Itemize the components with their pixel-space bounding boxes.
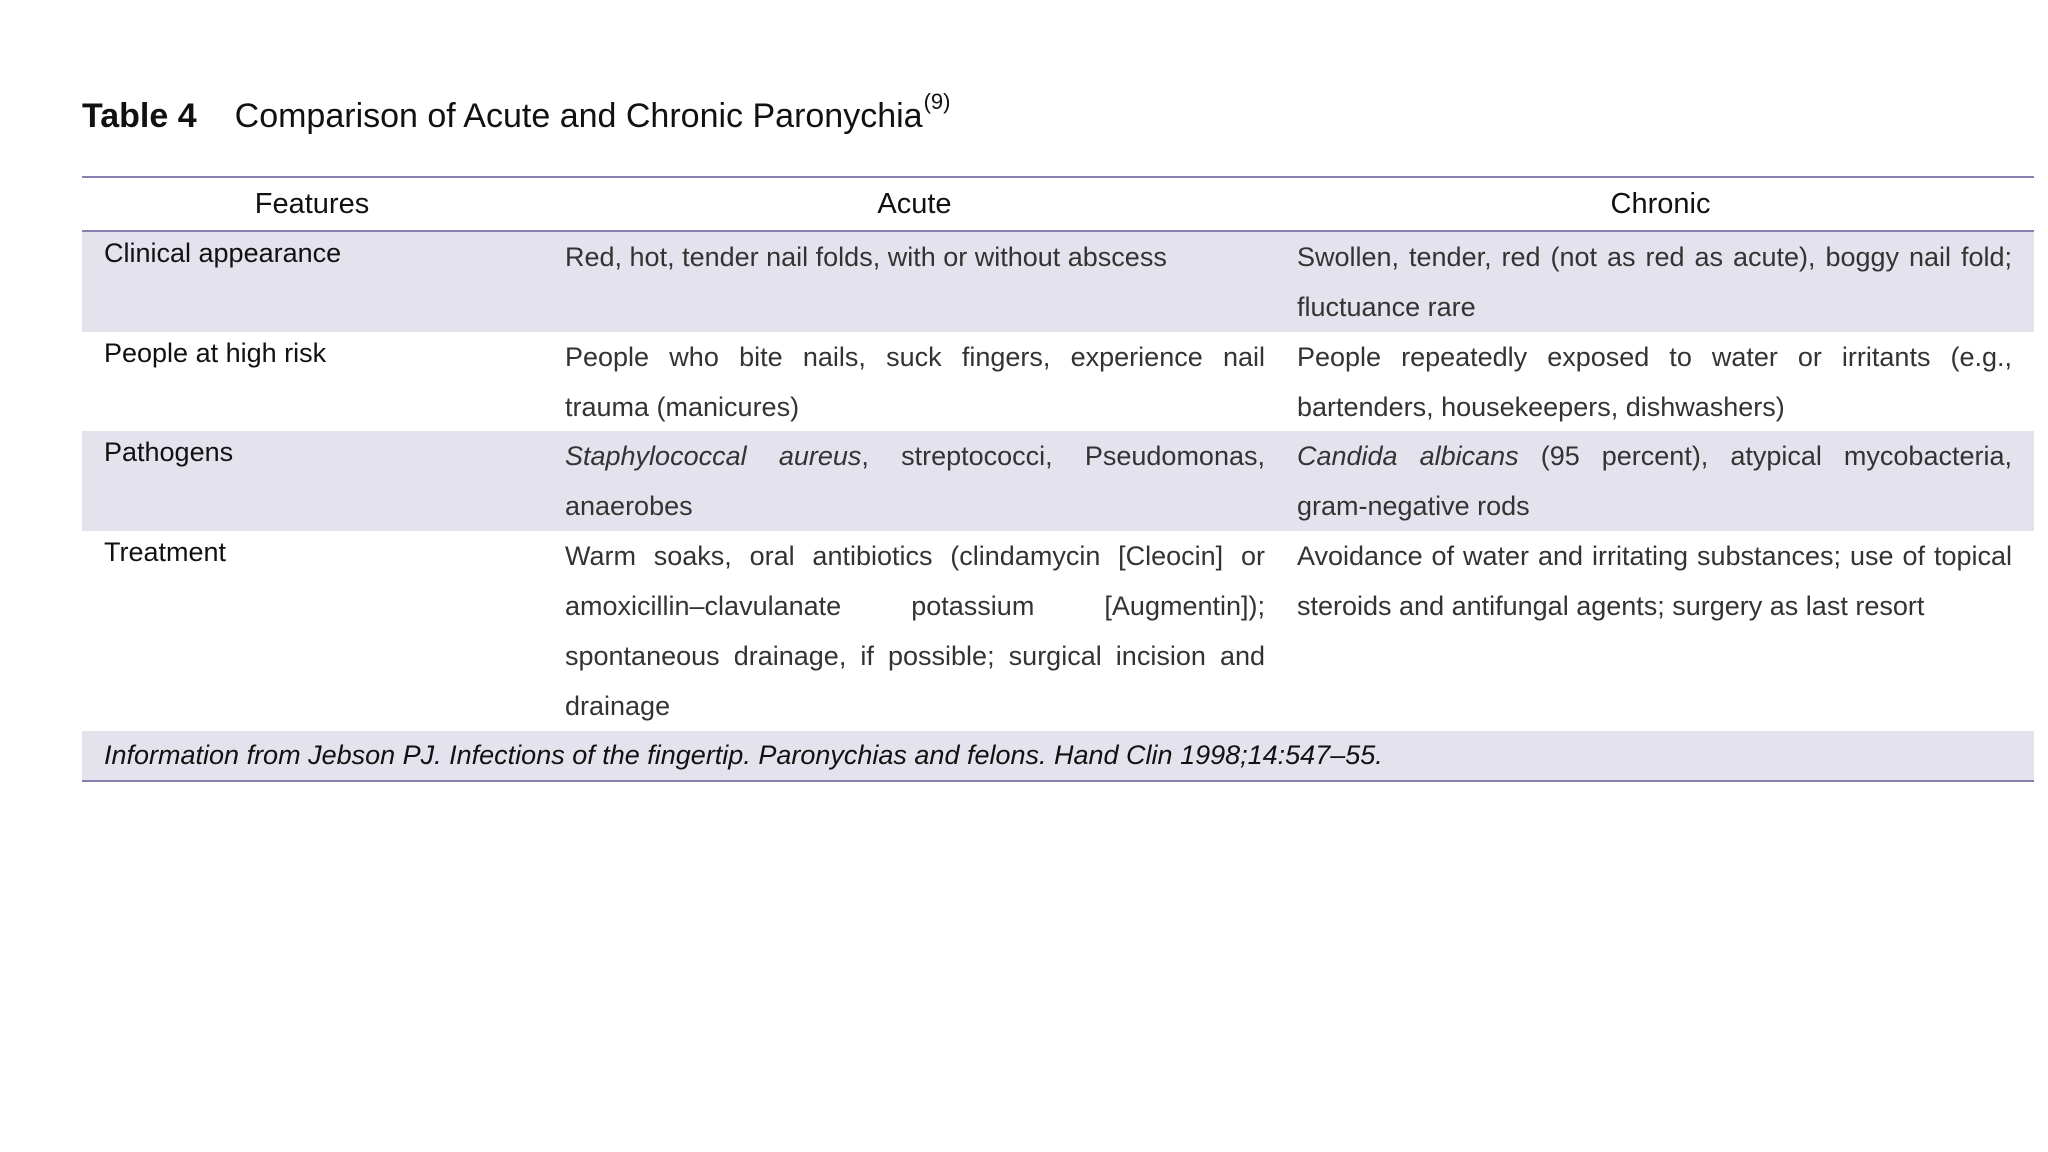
comparison-table — [82, 176, 2034, 782]
row-chronic — [1287, 431, 2034, 531]
row-acute: Red, hot, tender nail folds, with or without abscess — [565, 242, 1167, 272]
pathogen-chronic-species: Candida albicans — [1297, 441, 1519, 471]
row-chronic: Swollen, tender, red (not as red as acute), boggy nail fold; fluctuance rare — [1297, 242, 2012, 322]
table-footnote: Information from Jebson PJ. Infections of the fingertip. Paronychias and felons. Hand Clin 1998;14:547–55. — [82, 731, 2034, 780]
table-label: Table 4 — [82, 97, 197, 135]
row-feature: Clinical appearance — [104, 238, 342, 268]
row-feature: Pathogens — [104, 437, 234, 467]
table-row — [82, 531, 2034, 731]
table-row — [82, 232, 2034, 332]
table-reference: (9) — [923, 89, 951, 114]
table-title: Comparison of Acute and Chronic Paronychia — [234, 97, 923, 135]
row-feature: People at high risk — [104, 338, 327, 368]
pathogen-acute-rest: , streptococci, Pseudomonas, anaerobes — [565, 441, 1265, 521]
pathogen-acute-species: Staphylococcal aureus — [565, 441, 862, 471]
header-features: Features — [254, 188, 370, 220]
row-acute: Warm soaks, oral antibiotics (clindamycin [Cleocin] or amoxicillin–clavulanate potassium [Augmentin]); spontaneous drainage, if possible; surgical incision and drainage — [565, 541, 1265, 721]
pathogen-chronic-rest: (95 percent), atypical mycobacteria, gram-negative rods — [1297, 441, 2012, 521]
row-acute — [542, 431, 1287, 531]
table-row — [82, 332, 2034, 431]
row-acute: People who bite nails, suck fingers, experience nail trauma (manicures) — [565, 342, 1265, 422]
header-acute: Acute — [877, 188, 952, 220]
table-caption — [82, 78, 950, 140]
row-feature: Treatment — [104, 537, 227, 567]
table-header-row — [82, 178, 2034, 232]
header-chronic: Chronic — [1610, 188, 1711, 220]
row-chronic: Avoidance of water and irritating substances; use of topical steroids and antifungal agents; surgery as last resort — [1297, 541, 2012, 621]
row-chronic: People repeatedly exposed to water or irritants (e.g., bartenders, housekeepers, dishwashers) — [1297, 342, 2012, 422]
table-row — [82, 431, 2034, 531]
